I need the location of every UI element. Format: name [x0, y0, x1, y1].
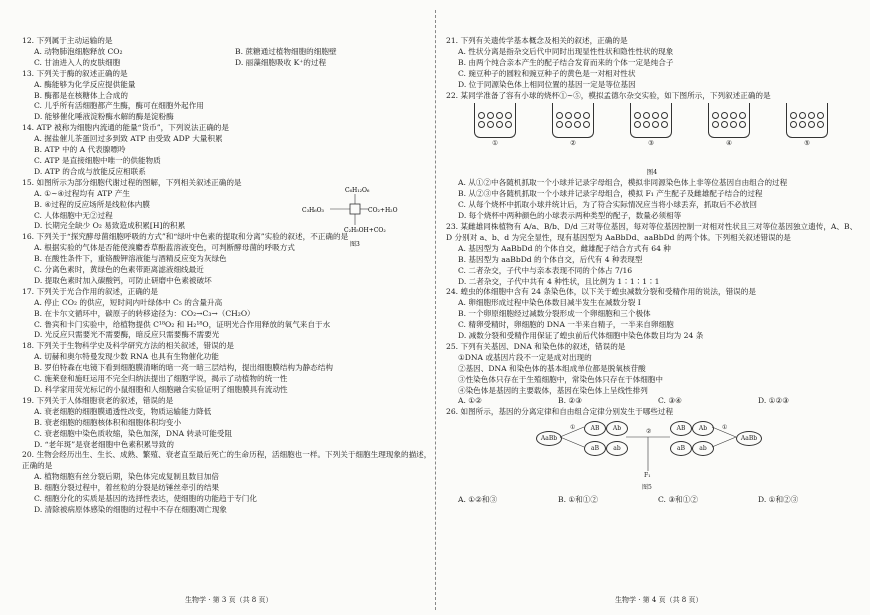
option: D. 能够催化唾液淀粉酶水解的酶是淀粉酶: [34, 112, 174, 122]
option: B. 由两个纯合亲本产生的配子结合发育而来的个体一定是纯合子: [458, 57, 674, 67]
parent-genotype: AaBb: [736, 431, 762, 446]
option: A. ①~④过程均有 ATP 产生: [34, 188, 130, 198]
option: A. 植物细胞有丝分裂后期，染色体完成复制且数目加倍: [34, 472, 219, 482]
option: C. 衰老细胞中染色质收缩，染色加深，DNA 转录可能受阻: [34, 428, 233, 438]
option: C. 分离色素时，黄绿色的色素带距离滤液细线最近: [34, 265, 204, 275]
option: A. 根据实验的气体是否能使溴麝香草酚蓝溶液变色，可判断酵母菌的呼吸方式: [34, 243, 295, 253]
option: D. 每个烧杯中两种颜色的小球表示两种类型的配子，数量必须相等: [458, 211, 682, 221]
option: C. ATP 是直接细胞中唯一的供能物质: [34, 155, 161, 165]
process-label: ②: [646, 428, 652, 436]
question-16: 16. 下列关于“探究酵母菌细胞呼吸的方式”和“绿叶中色素的提取和分离”实验的叙述，不正确的是: [22, 232, 349, 242]
option: B. 一个卵原细胞经过减数分裂形成一个卵细胞和三个极体: [458, 309, 651, 319]
option: D. ①和②③: [758, 495, 799, 505]
option: C. 鲁宾和卡门实验中，给植物提供 C¹⁸O₂ 和 H₂¹⁸O，证明光合作用释放的氧气来自于水: [34, 319, 331, 329]
option: A. 切赫和奥尔特曼发现少数 RNA 也具有生物催化功能: [34, 352, 219, 362]
option: A. 性状分离是指杂交后代中同时出现显性性状和隐性性状的现象: [458, 46, 674, 56]
gamete: aB: [670, 441, 692, 456]
svg-text:C₃H₆O₃: C₃H₆O₃: [302, 207, 324, 214]
parent-genotype: AaBb: [536, 431, 562, 446]
process-label: ①: [722, 424, 728, 432]
option: D. “老年斑”是衰老细胞中色素积累导致的: [34, 439, 174, 449]
question-12: 12. 下列属于主动运输的是: [22, 36, 113, 45]
option: A. 酶能够为化学反应提供能量: [34, 79, 136, 89]
question-17: 17. 下列关于光合作用的叙述，正确的是: [22, 286, 158, 296]
gamete: AB: [584, 421, 606, 436]
figure-3-metabolism-diagram: [300, 182, 410, 254]
question-26: 26. 如图所示，基因的分离定律和自由组合定律分别发生于哪些过程: [446, 407, 674, 417]
option: B. 从②③中各随机抓取一个小球并记录字母组合，模拟 F₁ 产生配子及雌雄配子结合的过程: [458, 189, 763, 199]
option: B. ①和①②: [558, 495, 598, 505]
statement: ④染色体是基因的主要载体，基因在染色体上呈线性排列: [458, 385, 648, 395]
option: C. ③④: [658, 396, 682, 406]
option: D. ATP 的合成与放能反应相联系: [34, 166, 146, 176]
left-page: [22, 36, 436, 516]
option: B. 蔗糖通过植物细胞的细胞壁: [235, 46, 337, 56]
question-13: 13. 下列关于酶的叙述正确的是: [22, 68, 128, 78]
option: A. 掘盐催儿茶蛋回过多到致 ATP 由受致 ADP 大量积累: [34, 134, 223, 144]
option: A. 卵细胞形成过程中染色体数目减半发生在减数分裂 I: [458, 298, 641, 308]
figure-4-label: 图4: [646, 168, 658, 177]
gamete: Ab: [692, 421, 714, 436]
option: D. ①②③: [758, 396, 790, 406]
svg-text:CO₂+H₂O: CO₂+H₂O: [368, 207, 398, 214]
question-24: 24. 蝗虫的体细胞中含有 24 条染色体，以下关于蝗虫减数分裂和受精作用的说法，错误的是: [446, 287, 756, 297]
option: D. 提取色素时加入碳酸钙，可防止研磨中色素被破坏: [34, 275, 212, 285]
question-23: 23. 某雌雄同株植物有 A/a、B/b、D/d 三对等位基因，每对等位基因控制一对相对性状且三对等位基因独立遗传，A、B、D 分别对 a、b、d 为完全显性，现有基因型为 AaBbDd、aaBbDd 的两个体。下列相关叙述错误的是: [446, 221, 858, 242]
beaker: ②: [544, 103, 602, 165]
option: A. ①②和③: [458, 495, 498, 505]
question-21: 21. 下列有关遗传学基本概念及相关的叙述，正确的是: [446, 36, 628, 45]
option: A. 动物肺泡细胞释放 CO₂: [34, 46, 123, 56]
option: D. 科学家用荧光标记的小鼠细胞和人细胞融合实验证明了细胞膜具有流动性: [34, 385, 288, 394]
statement: ②基因、DNA 和染色体的基本组成单位都是脱氧核苷酸: [458, 363, 646, 373]
option: A. ①②: [458, 396, 482, 406]
option: D. 清除被病原体感染的细胞的过程中不存在细胞凋亡现象: [34, 504, 227, 514]
gamete: ab: [692, 441, 714, 456]
option: A. 基因型为 AaBbDd 的个体自交，雌雄配子结合方式有 64 种: [458, 243, 671, 253]
right-page: [446, 36, 858, 506]
option: B. 在卡尔文循环中，碳原子的转移途径为：CO₂→C₃→（CH₂O）: [34, 308, 255, 318]
figure-5-gene-diagram: [536, 421, 766, 493]
beaker: ④: [700, 103, 758, 165]
question-19: 19. 下列关于人体细胞衰老的叙述，错误的是: [22, 395, 174, 405]
gamete: aB: [584, 441, 606, 456]
option: D. 二者杂交，子代中共有 4 种性状，且比例为 1∶1∶1∶1: [458, 276, 660, 286]
left-page-footer: 生物学 · 第 3 页（共 8 页）: [185, 596, 273, 604]
option: D. 长期完全缺少 O₂ 易致造成积累[H]的积累: [34, 221, 186, 231]
option: B. 细胞分裂过程中，着丝粒的分裂是纺锤丝牵引的结果: [34, 483, 220, 493]
option: B. ④过程的反应场所是线粒体内膜: [34, 199, 150, 209]
svg-text:C₆H₁₂O₆: C₆H₁₂O₆: [345, 187, 370, 194]
metabolism-svg: [300, 182, 410, 254]
option: C. 豌豆种子的圆粒和豌豆种子的黄色是一对相对性状: [458, 68, 636, 78]
option: B. 罗伯特森在电镜下看到细胞膜清晰的暗一亮一暗三层结构，提出细胞膜结构为静态结构: [34, 363, 333, 373]
option: C. 从每个烧杯中抓取小球并统计后，为了符合实际情况应当将小球丢弃，抓取后不必放回: [458, 200, 757, 210]
statement: ③性染色体只存在于生殖细胞中，常染色体只存在于体细胞中: [458, 374, 664, 384]
beaker: ⑤: [778, 103, 836, 165]
process-label: ①: [570, 424, 576, 432]
question-15: 15. 如图所示为部分细胞代谢过程的图解，下列相关叙述正确的是: [22, 177, 242, 187]
option: C. 施莱登和施旺运用不完全归纳法提出了细胞学说，揭示了动植物的统一性: [34, 374, 288, 384]
option: B. 衰老细胞的细胞核体积和细胞体积均变小: [34, 417, 182, 427]
question-20: 20. 生物会经历出生、生长、成熟、繁殖、衰老直至最后死亡的生命历程，活细胞也一样。下列关于细胞生理现象的描述，正确的是: [22, 450, 432, 471]
question-22: 22. 某同学准备了容有小球的烧杯①~⑤，模拟孟德尔杂交实验，如下图所示，下列叙述正确的是: [446, 90, 771, 100]
option: C. ③和①②: [658, 495, 698, 505]
option: B. 酶都是在核糖体上合成的: [34, 90, 128, 100]
option: D. 位于同源染色体上相同位置的基因一定是等位基因: [458, 79, 636, 89]
beaker: ①: [466, 103, 524, 165]
beaker: ③: [622, 103, 680, 165]
gamete: Ab: [606, 421, 628, 436]
right-page-footer: 生物学 · 第 4 页（共 8 页）: [615, 596, 703, 604]
question-14: 14. ATP 被称为细胞内流通的能量“货币”，下列说法正确的是: [22, 123, 229, 133]
option: B. ②③: [558, 396, 583, 406]
gamete: ab: [606, 441, 628, 456]
option: C. 儿乎所有活细胞都产生酶，酶可在细胞外起作用: [34, 101, 204, 111]
option: C. 精卵受精时，卵细胞的 DNA 一半来自精子，一半来自卵细胞: [458, 320, 674, 330]
option: B. 基因型为 aaBbDd 的个体自交，后代有 4 种表现型: [458, 254, 643, 264]
option: A. 衰老细胞的细胞膜通透性改变，物质运输能力降低: [34, 406, 212, 416]
option: C. 人体细胞中无②过程: [34, 210, 113, 220]
offspring-label: F₁: [644, 472, 651, 480]
option: B. 在酸性条件下，重铬酸钾溶液能与酒精反应变为灰绿色: [34, 254, 227, 264]
option: C. 二者杂交，子代中与亲本表现不同的个体占 7/16: [458, 265, 633, 275]
option: C. 甘油进入人的皮肤细胞: [34, 57, 121, 67]
svg-text:C₂H₅OH+CO₂: C₂H₅OH+CO₂: [344, 227, 386, 234]
question-25: 25. 下列有关基因、DNA 和染色体的叙述，错误的是: [446, 341, 626, 351]
option: B. ATP 中的 A 代表腺嘌呤: [34, 145, 126, 155]
option: A. 停止 CO₂ 的供应，短时间内叶绿体中 C₅ 的含量升高: [34, 297, 223, 307]
option: C. 细胞分化的实质是基因的选择性表达，使细胞的功能趋于专门化: [34, 494, 257, 504]
statement: ①DNA 或基因片段不一定是成对出现的: [458, 352, 592, 362]
question-18: 18. 下列关于生物科学史及科学研究方法的相关叙述，错误的是: [22, 341, 234, 351]
figure-4-beakers: [466, 103, 858, 165]
figure-5-label: 图5: [642, 484, 652, 492]
option: A. 从①②中各随机抓取一个小球并记录字母组合，模拟非同源染色体上非等位基因自由组合的过程: [458, 178, 788, 188]
option: D. 减数分裂和受精作用保证了蝗虫前后代体细胞中染色体数目均为 24 条: [458, 331, 704, 341]
figure-3-label: 图3: [350, 241, 360, 248]
option: D. 光反应只需要光不需要酶，暗反应只需要酶不需要光: [34, 330, 220, 340]
gamete: AB: [670, 421, 692, 436]
option: D. 丽藻细胞吸收 K⁺的过程: [235, 57, 327, 67]
